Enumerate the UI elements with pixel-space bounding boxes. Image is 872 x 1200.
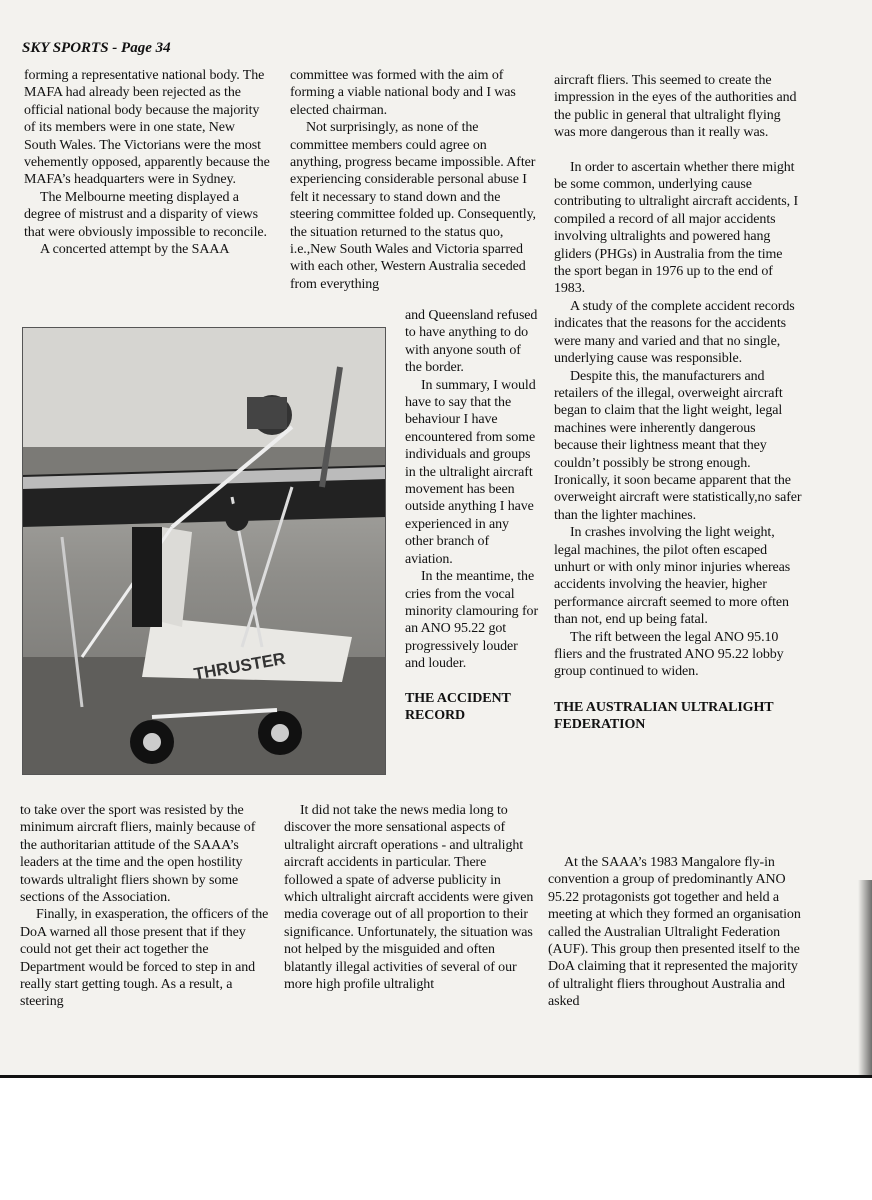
paragraph: A study of the complete accident records indicates that the reasons for the accidents were many and varied and that no single, underlying cause was responsible.: [554, 298, 795, 367]
paragraph: The Melbourne meeting displayed a degree of mistrust and a disparity of views that were obviously impossible to reconcile.: [24, 189, 267, 240]
paragraph: In crashes involving the light weight, legal machines, the pilot often escaped unhurt or with only minor injuries whereas accidents involving the heavier, higher performance aircraft seemed to more often than not, end up being fatal.: [554, 525, 791, 628]
aircraft-illustration: [22, 327, 386, 775]
paragraph: In summary, I would have to say that the behaviour I have encountered from some individuals and groups in the ultralight aircraft movement has been outside anything I have experienced in any other branch of aviation.: [405, 377, 536, 567]
paragraph: forming a representative national body. The MAFA had already been rejected as the official national body because the majority of its members were in one state, New South Wales. The Victorians were the most vehemently opposed, apparently because the MAFA’s headquarters were in Sydney.: [24, 68, 270, 188]
paragraph: It did not take the news media long to discover the more sensational aspects of ultralight aircraft operations - and ultralight aircraft accidents in particular. There followed a spate of adverse publicity in which ultralight aircraft accidents were given media coverage out of all proportion to their significance. Unfortunately, the situation was not helped by the misguided and often blatantly illegal activities of several of our more high profile ultralight: [284, 803, 534, 993]
paragraph: In order to ascertain whether there might be some common, underlying cause contributing to ultralight aircraft accidents, I compiled a record of all major accidents involving ultralights and powered hang gliders (PHGs) in Australia from the time the sport began in 1976 up to the end of 1983.: [554, 159, 799, 297]
paragraph: The rift between the legal ANO 95.10 fliers and the frustrated ANO 95.22 lobby group continued to widen.: [554, 629, 784, 680]
column-2-narrow: [405, 307, 539, 724]
column-3-bottom: [548, 854, 802, 1011]
paragraph: committee was formed with the aim of forming a viable national body and I was elected chairman.: [290, 68, 516, 118]
paragraph: Not surprisingly, as none of the committee members could agree on anything, progress became impossible. After experiencing considerable personal abuse I felt it necessary to stand down and the steering committee folded up. Consequently, the situation returned to the status quo, i.e.,New South Wales and Victoria sparred with each other, Western Australia seceded from everything: [290, 120, 536, 292]
column-1-bottom: [20, 802, 270, 1011]
scan-edge-shadow: [858, 880, 872, 1075]
paragraph: Despite this, the manufacturers and retailers of the illegal, overweight aircraft began to claim that the light weight, legal machines were inherently dangerous because their lightness meant that they couldn’t possibly be strong enough. Ironically, it soon became apparent that the overweight aircraft were statistically,no safer than the lighter machines.: [554, 368, 802, 523]
page-header: SKY SPORTS - Page 34: [22, 40, 171, 56]
section-heading-auf: THE AUSTRALIAN ULTRALIGHT FEDERATION: [554, 699, 774, 733]
paragraph: aircraft fliers. This seemed to create the impression in the eyes of the authorities and the public in general that ultralight flying was more dangerous than it really was.: [554, 73, 797, 141]
paragraph: and Queensland refused to have anything to do with anyone south of the border.: [405, 308, 538, 376]
column-2-bottom: [284, 802, 536, 993]
column-3-top: [554, 72, 802, 734]
ultralight-aircraft-photo: [22, 327, 386, 775]
column-2-top: [290, 67, 538, 293]
paragraph: to take over the sport was resisted by the minimum aircraft fliers, mainly because of the authoritarian attitude of the SAAA’s leaders at the time and the open hostility towards ultralight fliers shown by some sections of the Association.: [20, 803, 256, 906]
section-heading-accident-record: THE ACCIDENT RECORD: [405, 690, 511, 723]
paragraph: Finally, in exasperation, the officers of the DoA warned all those present that if they could not get their act together the Department would be forced to step in and really start getting tough. As a result, a steering: [20, 907, 269, 1010]
column-1-top: [24, 67, 270, 258]
blank-scan-area: [0, 1078, 872, 1200]
paragraph: In the meantime, the cries from the vocal minority clamouring for an ANO 95.22 got progressively louder and louder.: [405, 569, 539, 672]
aircraft-logo-text: THRUSTER: [192, 648, 287, 684]
paragraph: A concerted attempt by the SAAA: [40, 242, 230, 258]
paragraph: At the SAAA’s 1983 Mangalore fly-in convention a group of predominantly ANO 95.22 protagonists got together and held a meeting at which they formed an organisation called the Australian Ultralight Federation (AUF). This group then presented itself to the DoA claiming that it represented the majority of ultralight fliers throughout Australia and asked: [548, 855, 801, 1010]
